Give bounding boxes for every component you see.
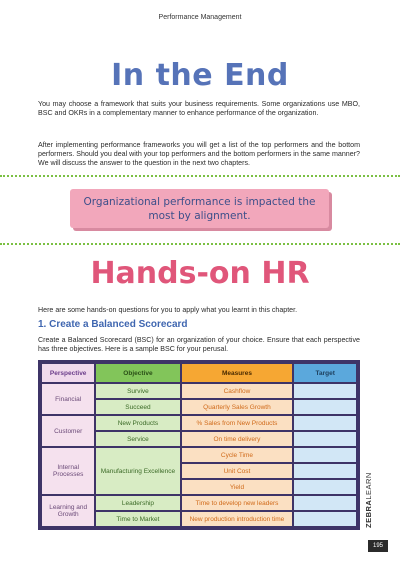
objective-cell: Leadership xyxy=(96,496,179,510)
objective-cell: New Products xyxy=(96,416,179,430)
balanced-scorecard-table xyxy=(38,360,360,530)
subheading-balanced-scorecard: 1. Create a Balanced Scorecard xyxy=(38,319,188,330)
measure-cell: Cycle Time xyxy=(182,448,293,462)
objective-cell: Manufacturing Excellence xyxy=(96,448,179,494)
section-title-hands-on-hr: Hands-on HR xyxy=(90,256,310,291)
table-row xyxy=(42,384,356,398)
paragraph-bsc-instructions: Create a Balanced Scorecard (BSC) for an organization of your choice. Ensure that each perspective has three objectives. Here is a sample BSC for your perusal. xyxy=(38,336,360,353)
running-header: Performance Management xyxy=(158,14,242,21)
header-measures: Measures xyxy=(182,364,293,382)
perspective-learning-growth: Learning and Growth xyxy=(42,496,94,526)
perspective-financial: Financial xyxy=(42,384,94,414)
callout-box xyxy=(70,189,332,231)
measure-cell: % Sales from New Products xyxy=(182,416,293,430)
objective-cell: Succeed xyxy=(96,400,179,414)
target-cell xyxy=(294,512,356,526)
objective-cell: Survive xyxy=(96,384,179,398)
measure-cell: New production introduction time xyxy=(182,512,293,526)
section-title-in-the-end: In the End xyxy=(111,58,289,93)
dotted-divider-top xyxy=(0,175,400,177)
target-cell xyxy=(294,400,356,414)
table-row xyxy=(42,416,356,430)
target-cell xyxy=(294,496,356,510)
header-objective: Objective xyxy=(96,364,179,382)
paragraph-performers: After implementing performance frameworks you will get a list of the top performers and the bottom performers. Should you deal with your top performers and the bottom performers in the same manner? We will discuss the answer to the question in the next two chapters. xyxy=(38,141,360,167)
objective-cell: Service xyxy=(96,432,179,446)
paragraph-intro: Here are some hands-on questions for you to apply what you learnt in this chapter. xyxy=(38,306,298,314)
measure-cell: On time delivery xyxy=(182,432,293,446)
brand-light: LEARN xyxy=(364,472,373,500)
paragraph-frameworks: You may choose a framework that suits your business requirements. Some organizations use MBO, BSC and OKRs in a complementary manner to enhance performance of the organization. xyxy=(38,100,360,117)
dotted-divider-bottom xyxy=(0,243,400,245)
perspective-customer: Customer xyxy=(42,416,94,446)
objective-cell: Time to Market xyxy=(96,512,179,526)
target-cell xyxy=(294,480,356,494)
target-cell xyxy=(294,384,356,398)
header-perspective: Perspective xyxy=(42,364,94,382)
target-cell xyxy=(294,464,356,478)
measure-cell: Cashflow xyxy=(182,384,293,398)
table-row xyxy=(42,496,356,510)
table-row xyxy=(42,448,356,462)
measure-cell: Quarterly Sales Growth xyxy=(182,400,293,414)
callout-text: Organizational performance is impacted the most by alignment. xyxy=(70,189,329,228)
target-cell xyxy=(294,448,356,462)
target-cell xyxy=(294,416,356,430)
page-number: 195 xyxy=(368,540,388,552)
measure-cell: Unit Cost xyxy=(182,464,293,478)
brand-logo xyxy=(364,468,376,528)
measure-cell: Yield xyxy=(182,480,293,494)
table-header-row xyxy=(42,364,356,382)
perspective-internal-processes: Internal Processes xyxy=(42,448,94,494)
brand-bold: ZEBRA xyxy=(364,499,373,528)
target-cell xyxy=(294,432,356,446)
header-target: Target xyxy=(294,364,356,382)
measure-cell: Time to develop new leaders xyxy=(182,496,293,510)
